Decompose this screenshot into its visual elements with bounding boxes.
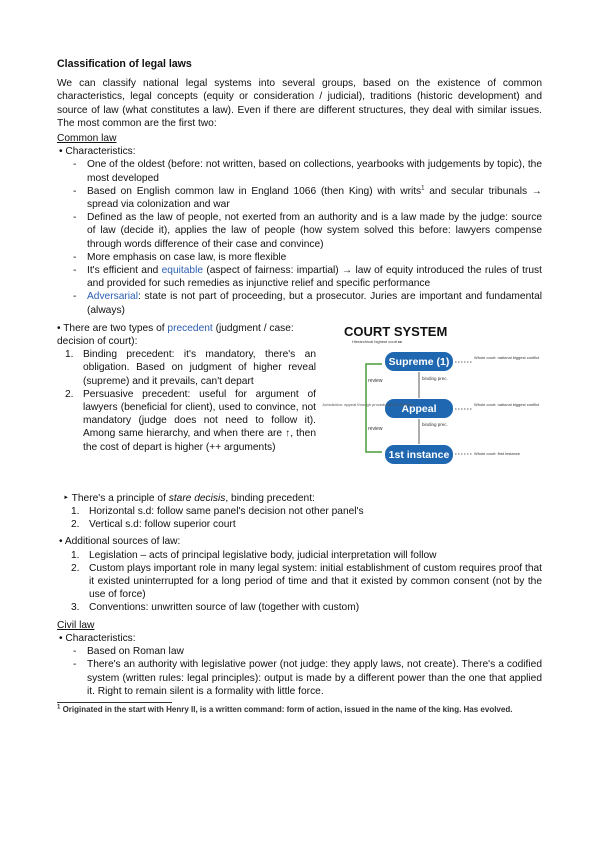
civil-characteristics-list [57,645,542,698]
intro-paragraph: We can classify national legal systems into several groups, based on the existence of common characteristics, legal concepts (equity or consideration / judicial), traditions (historic development) and source of law (what constitutes a law). Even if there are different structures, they deal with similar issues. The most common are the first two: [57,78,542,129]
precedent-column [57,322,316,492]
left-note: Jurisdiction: appeal through procedural/ the decision [322,401,415,407]
precedent-link[interactable]: precedent [167,322,213,334]
list-item: - More emphasis on case law, is more flexible [73,251,542,264]
list-item: 1. Legislation – acts of principal legislative body, judicial interpretation will follow [71,549,437,561]
list-item: - Adversarial: state is not part of proceeding, but a prosecutor. Juries are important and fundamental (always) [73,290,542,316]
adversarial-link[interactable]: Adversarial [87,291,138,303]
court-level-label: 1st instance [388,448,450,461]
court-system-figure [322,322,542,492]
list-item: - It's efficient and equitable (aspect of fairness: impartial) → law of equity introduced the rules of trust and provided for such remedies as injunctive relief and specific performance [73,264,542,290]
list-item: - Based on Roman law [73,645,542,658]
list-item: 3. Conventions: unwritten source of law (together with custom) [71,602,360,614]
court-system-diagram [322,322,542,492]
list-item: - Based on English common law in England 1066 (then King) with writs$^1$ and secular tribunals → spread via colonization and war [73,185,542,211]
side-note: Whole court: national biggest conflict [474,401,540,407]
list-item: 1. Horizontal s.d: follow same panel's decision not other panel's [71,506,364,518]
civil-characteristics-label: • Characteristics: [59,632,136,644]
court-level-label: Supreme (1) [388,355,450,368]
review-label: review [368,425,383,432]
side-note: Whole court: national biggest conflict [474,354,540,360]
civil-law-heading: Civil law [57,619,95,631]
list-item: - One of the oldest (before: not written, based on collections, yearbooks with judgements by topic), the most developed [73,158,542,184]
footnote-ref[interactable]: 1 [421,185,425,192]
common-law-heading: Common law [57,133,117,145]
list-item: 1. Binding precedent: it's mandatory, there's an obligation. Based on judgment of higher reveal (supreme) and it prevails, can't depart [65,349,316,387]
equitable-link[interactable]: equitable [161,265,203,277]
stare-decisis-intro: ‣ There's a principle of stare decisis, binding precedent: [63,492,315,504]
additional-sources-label: • Additional sources of law: [59,536,181,548]
list-item: 2. Vertical s.d: follow superior court [71,519,236,531]
page-title: Classification of legal laws [57,58,192,70]
precedent-types-list [57,348,316,454]
footnote: $^1$ Originated in the start with Henry II, is a written command: form of action, issued in the name of the king. Has evolved. [57,704,513,714]
list-item: 2. Persuasive precedent: useful for argument of lawyers (beneficial for client), used to convince, not mandatory (judge does not need to follow it). Among same hierarchy, and when there are ↑, then the cost of depart is higher (++ arguments) [65,388,316,453]
additional-sources-list [57,549,542,615]
common-characteristics-label: • Characteristics: [59,146,136,158]
court-level-label: Appeal [401,402,437,415]
side-note: Whole court: first instance [474,450,521,456]
binding-label: binding prec. [422,375,448,381]
list-item: 2. Custom plays important role in many legal system: initial establishment of custom requires proof that it existed uninterrupted for a long period of time and that it existed by common consent (not by the use of force) [71,562,542,601]
document-page [57,58,542,715]
common-characteristics-list [57,158,542,316]
list-item: - Defined as the law of people, not exerted from an authority and is a law made by the judge: source of law (decide it), applies the law of people (how system solved this before: lawyers compense through words difference of their case and convince) [73,211,542,251]
list-item: - There's an authority with legislative power (not judge: they apply laws, not create). There's a codified system (written rules: legal principles): output is made by a different power than the one that applied it. Right to remain silent is a formality with little force. [73,658,542,698]
precedent-intro: • There are two types of precedent (judgment / case: decision of court): [57,322,294,348]
figure-subtitle: Hierarchical highest court ▸▸ [352,338,403,344]
binding-label: binding prec. [422,421,448,427]
footnote-divider [57,702,172,703]
review-label: review [368,377,383,384]
figure-title: COURT SYSTEM [344,323,448,339]
stare-decisis-list [57,505,542,531]
